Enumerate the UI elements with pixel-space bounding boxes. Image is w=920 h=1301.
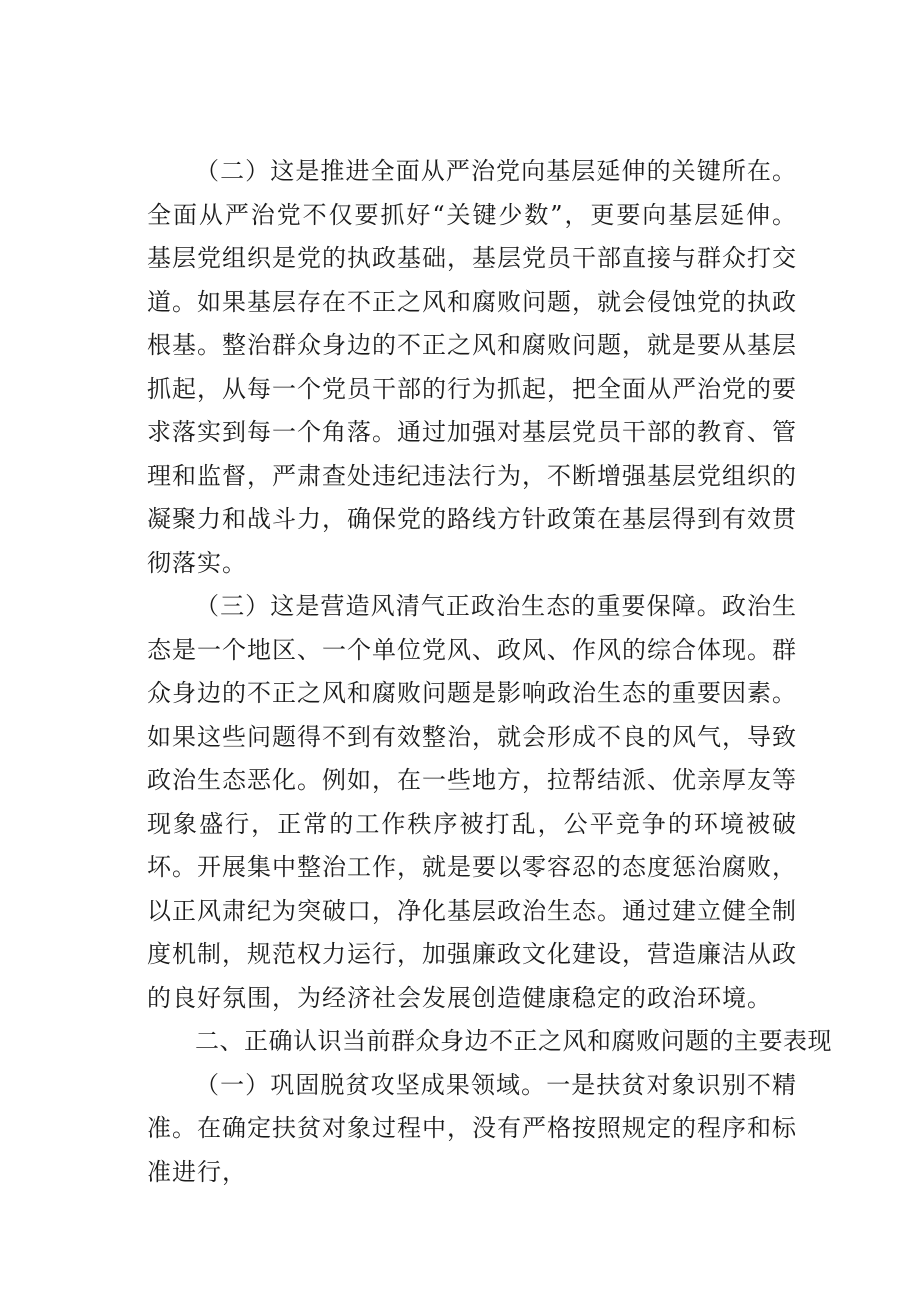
paragraph-poverty-alleviation: （一）巩固脱贫攻坚成果领域。一是扶贫对象识别不精准。在确定扶贫对象过程中，没有严格按照规定的程序和标准进行，: [147, 1070, 797, 1186]
section-heading: 二、正确认识当前群众身边不正之风和腐败问题的主要表现: [195, 1027, 832, 1055]
paragraph-part-two: （二）这是推进全面从严治党向基层延伸的关键所在。全面从严治党不仅要抓好“关键少数”，更要向基层延伸。基层党组织是党的执政基础，基层党员干部直接与群众打交道。如果基层存在不正之风和腐败问题，就会侵蚀党的执政根基。整治群众身边的不正之风和腐败问题，就是要从基层抓起，从每一个党员干部的行为抓起，把全面从严治党的要求落实到每一个角落。通过加强对基层党员干部的教育、管理和监督，严肃查处违纪违法行为，不断增强基层党组织的凝聚力和战斗力，确保党的路线方针政策在基层得到有效贯彻落实。: [147, 157, 797, 577]
paragraph-part-three: （三）这是营造风清气正政治生态的重要保障。政治生态是一个地区、一个单位党风、政风、作风的综合体现。群众身边的不正之风和腐败问题是影响政治生态的重要因素。如果这些问题得不到有效整治，就会形成不良的风气，导致政治生态恶化。例如，在一些地方，拉帮结派、优亲厚友等现象盛行，正常的工作秩序被打乱，公平竞争的环境被破坏。开展集中整治工作，就是要以零容忍的态度惩治腐败，以正风肃纪为突破口，净化基层政治生态。通过建立健全制度机制，规范权力运行，加强廉政文化建设，营造廉洁从政的良好氛围，为经济社会发展创造健康稳定的政治环境。: [147, 592, 797, 1012]
document-page: [147, 150, 832, 1194]
